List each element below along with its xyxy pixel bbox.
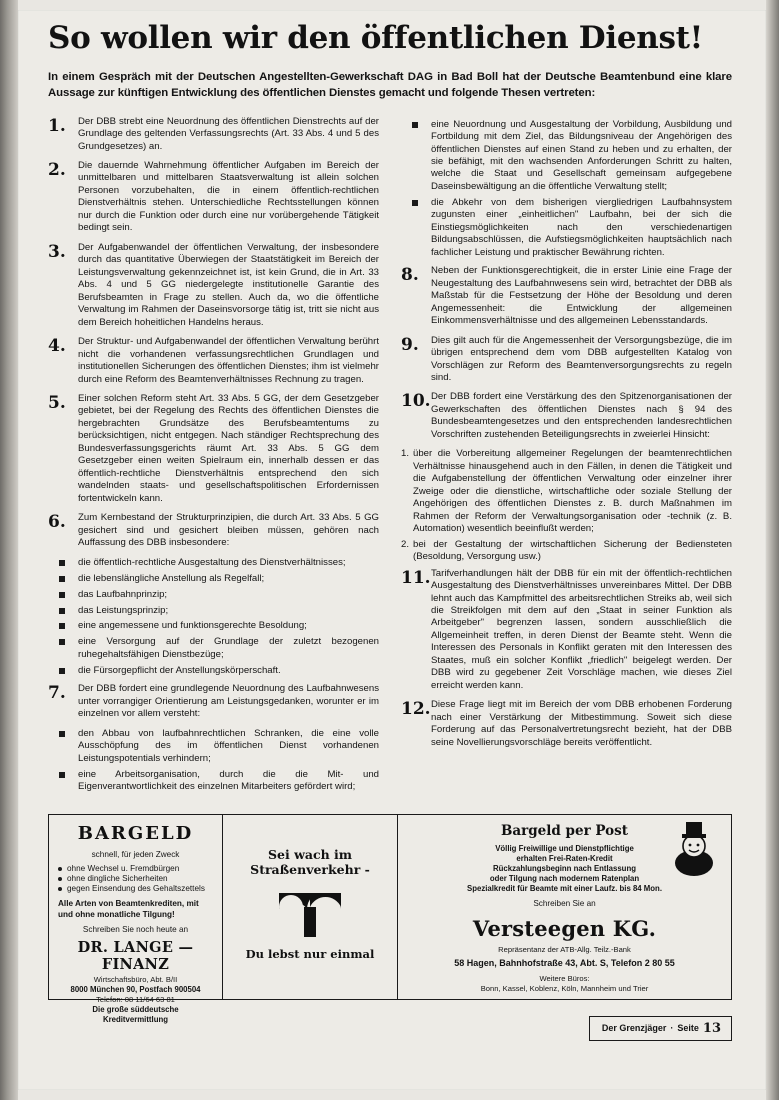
ad-cta-text: Schreiben Sie an: [533, 899, 596, 909]
ad-tagline: Kreditvermittlung: [103, 1015, 168, 1025]
list-item: eine angemessene und funktionsgerechte Besoldung;: [48, 620, 379, 632]
ad-line: Spezialkredit für Beamte mit einer Laufz. bis 84 Mon.: [467, 884, 662, 894]
thesis-7-bullet-list: [48, 728, 379, 794]
ad-offices-label: Weitere Büros:: [539, 973, 590, 983]
ad-line: erhalten Frei-Raten-Kredit: [516, 853, 613, 863]
publication-name: Der Grenzjäger: [601, 1023, 667, 1034]
thesis-item: [401, 391, 732, 441]
ad-title: BARGELD: [77, 822, 194, 844]
thesis-text: Der DBB strebt eine Neuordnung des öffentlichen Dienstrechts auf der Grundlage des geltenden Verfassungsrechts (Art. 33 Abs. 4 und 5 des Grundgesetzes) an.: [78, 115, 379, 152]
thesis-number: 8.: [401, 265, 419, 286]
list-item: das Leistungsprinzip;: [48, 605, 379, 617]
scan-left-edge: [0, 0, 18, 1100]
thesis-number: 6.: [48, 512, 66, 533]
thesis-item: [48, 683, 379, 720]
sublist-number: 2.: [401, 538, 410, 550]
thesis-text: Einer solchen Reform steht Art. 33 Abs. 5 GG, der dem Gesetzgeber gebietet, bei der Regelung des Rechts des öffentlichen Dienstes die hergebrachten Grundsätze des Berufsbeamtentums zu berücksichtigen, nicht entgegen. Nach ständiger Rechtsprechung des Bundesverfassungsgerichts räumt Art. 33 Abs. 5 GG dem Gesetzgeber einen weiten Spielraum ein, innerhalb dessen er das öffentlich-rechtliche Dienstverhältnis entsprechend den sich wandelnden staats- und gesellschaftspolitischen Erfordernissen fortentwickeln kann.: [78, 392, 379, 504]
right-column: [401, 116, 732, 757]
sublist-text: über die Vorbereitung allgemeiner Regelungen der beamtenrechtlichen Verhältnisse hinausgehend auch in den Fällen, in denen die Tätigkeit und die Aufgabenstellung der öffentlichen Verwaltung oder einzelner ihrer Zweige oder die dienstliche, wirtschaftliche oder soziale Stellung der Angehörigen des öffentlichen Dienstes z. B. durch Maßnahmen im Rahmen der Reform der Verwaltungsorganisation oder -technik (z. B. Automation) wesentlich beeinflußt werden;: [413, 448, 732, 535]
thesis-text: Dies gilt auch für die Angemessenheit der Versorgungsbezüge, die im übrigen entsprechend dem vom DBB aufgestellten Katalog von Vorschlägen zur Reform des Beamtenversorgungsrechts zu regeln sind.: [431, 334, 732, 384]
footer-separator: ·: [670, 1023, 674, 1034]
page-title: So wollen wir den öffentlichen Dienst!: [48, 20, 703, 56]
thesis-number: 10.: [401, 391, 431, 412]
list-item: ohne Wechsel u. Fremdbürgen: [58, 864, 213, 874]
list-item: [401, 448, 732, 535]
list-item: ohne dingliche Sicherheiten: [58, 874, 213, 884]
thesis-item: [401, 335, 732, 385]
traffic-symbol-icon: [273, 893, 347, 937]
list-item: die öffentlich-rechtliche Ausgestaltung des Dienstverhältnisses;: [48, 557, 379, 569]
page-number: 13: [702, 1020, 721, 1036]
ad-rep-line: Repräsentanz der ATB-Allg. Teilz.-Bank: [498, 944, 631, 954]
ad-brand-name: Versteegen KG.: [472, 915, 657, 941]
ad-tagline: Die große süddeutsche: [92, 1005, 179, 1015]
scan-right-edge: [766, 0, 779, 1100]
ad-brand-name: DR. LANGE — FINANZ: [77, 938, 194, 973]
thesis-text: Der DBB fordert eine grundlegende Neuordnung des Laufbahnwesens unter vorrangiger Orientierung am Leistungsgedanken, worunter er im einzelnen vor allem versteht:: [78, 683, 379, 720]
ad-phone-line: Telefon: 08 11/64 63 81: [96, 994, 175, 1004]
thesis-number: 9.: [401, 334, 419, 355]
thesis-text: Zum Kernbestand der Strukturprinzipien, die durch Art. 33 Abs. 5 GG gesichert sind und gesichert bleiben müssen, gehören nach Auffassung des DBB insbesondere:: [78, 512, 379, 549]
ad-bargeld-per-post[interactable]: [398, 815, 731, 999]
advertisement-strip: [48, 814, 732, 1025]
ad-line: Völlig Freiwillige und Dienstpflichtige: [495, 843, 634, 853]
thesis-number: 7.: [48, 683, 66, 704]
thesis-number: 12.: [401, 699, 431, 720]
thesis-number: 4.: [48, 336, 66, 357]
thesis-item: [48, 393, 379, 505]
thesis-10-sublist: [401, 448, 732, 563]
thesis-text: Neben der Funktionsgerechtigkeit, die in erster Linie eine Frage der Neugestaltung des Laufbahnwesens sein wird, betrachtet der DBB als Maßstab für die Festsetzung der Höhe der Besoldung und deren Angemessenheit: die Entwicklung der allgemeinen Einkommensverhältnisse und des allgemeinen Lebensstandards.: [431, 265, 732, 327]
thesis-text: Die dauernde Wahrnehmung öffentlicher Aufgaben im Bereich der unmittelbaren und mittelbaren Staatsverwaltung ist allein solchen Personen vorzubehalten, die in einem öffentlich-rechtlichen Dienstverhältnis stehen. Unterschiedliche Rechtsstellungen können nur durch die Funktion oder durch eine nur vorübergehende Tätigkeit bedingt sein.: [78, 160, 379, 234]
list-item: eine Neuordnung und Ausgestaltung der Vorbildung, Ausbildung und Fortbildung mit dem Ziel, das Bildungsniveau der Angehörigen des öffentlichen Dienstes auf einen Stand zu heben und zu erhalten, der sie befähigt, mit den wachsenden Anforderungen Schritt zu halten, welche die Staat und Gesellschaft gemeinsam aufgegebene Daseinsbewältigung an die öffentliche Verwaltung stellt;: [401, 119, 732, 194]
thesis-number: 2.: [48, 160, 66, 181]
thesis-item: [48, 160, 379, 235]
ad-traffic-safety[interactable]: [223, 815, 398, 999]
ad-highlight-text: Alle Arten von Beamtenkrediten, mit und ohne monatliche Tilgung!: [58, 899, 199, 919]
sublist-number: 1.: [401, 448, 410, 460]
ad-line: Rückzahlungsbeginn nach Entlassung: [493, 863, 636, 873]
list-item: gegen Einsendung des Gehaltszettels: [58, 884, 213, 894]
ad-address-line: 58 Hagen, Bahnhofstraße 43, Abt. S, Telefon 2 80 55: [454, 958, 675, 969]
thesis-item: [48, 116, 379, 153]
list-item: [401, 539, 732, 564]
thesis-text: Der DBB fordert eine Verstärkung des den Spitzenorganisationen der Gewerkschaften des öffentlichen Dienstes nach § 94 des Bundesbeamtengesetzes und den entsprechenden landesrechtlichen Vorschriften zustehenden Beteiligungsrechts in zweierlei Hinsicht:: [431, 391, 732, 440]
thesis-text: Der Aufgabenwandel der öffentlichen Verwaltung, der insbesondere durch das quantitative Überwiegen der Staatstätigkeit im Bereich der Leistungsverwaltung gekennzeichnet ist, ist kein Grund, die in Art. 33 Abs. 4 und 5 GG niedergelegte institutionelle Garantie des Berufsbeamten in Frage zu stellen. Auch da, wo die öffentliche Verwaltung im Rahmen der Daseinsvorsorge tätig ist, tritt sie nicht aus dem Bereich hoheitlichen Handelns heraus.: [78, 241, 379, 328]
left-column: [48, 116, 379, 800]
ad-title: Bargeld per Post: [500, 822, 629, 839]
thesis-text: Der Struktur- und Aufgabenwandel der öffentlichen Verwaltung berührt nicht die vorhandenen verfassungsrechtlichen Grundlagen und institutionellen Sicherungen des öffentlichen Dienstes; ihm ist vielmehr durch eine Reform des Beamtenverhältnisses Rechnung zu tragen.: [78, 336, 379, 385]
ad-cta-text: Schreiben Sie noch heute an: [82, 924, 189, 934]
ad-line: oder Tilgung nach modernem Ratenplan: [489, 873, 640, 883]
ad-headline: Sei wach im Straßenverkehr -: [250, 846, 370, 877]
thesis-number: 1.: [48, 115, 66, 136]
thesis-item: [48, 336, 379, 386]
thesis-6-bullet-list: [48, 557, 379, 678]
ad-bargeld[interactable]: [49, 815, 223, 1025]
thesis-item: [48, 242, 379, 329]
two-column-body: [48, 116, 732, 800]
footer-box: [589, 1016, 732, 1041]
list-item: die Fürsorgepflicht der Anstellungskörperschaft.: [48, 665, 379, 677]
thesis-item: [48, 512, 379, 549]
thesis-text: Diese Frage liegt mit im Bereich der vom DBB erhobenen Forderung nach einer Verstärkung der Mitbestimmung. Soweit sich diese Forderung auf das Personalvertretungsrecht bezieht, hat der DBB seine Novellierungsvorschläge bereits veröffentlicht.: [431, 699, 732, 748]
thesis-item: [401, 699, 732, 749]
thesis-number: 5.: [48, 392, 66, 413]
thesis-item: [401, 568, 732, 693]
thesis-number: 3.: [48, 241, 66, 262]
ad-caption: Du lebst nur einmal: [245, 946, 375, 961]
ad-address-line: 8000 München 90, Postfach 900504: [70, 984, 201, 994]
thesis-item: [401, 265, 732, 327]
article-content: [48, 22, 732, 1041]
ad-offices-list: Bonn, Kassel, Koblenz, Köln, Mannheim und Trier: [480, 984, 649, 994]
list-item: eine Versorgung auf der Grundlage der zuletzt bezogenen ruhegehaltsfähigen Dienstbezüge;: [48, 636, 379, 661]
sublist-text: bei der Gestaltung der wirtschaftlichen Sicherung der Bediensteten (Besoldung, Versorgung usw.): [413, 538, 732, 563]
thesis-number: 11.: [401, 567, 431, 588]
list-item: die Abkehr von dem bisherigen viergliedrigen Laufbahnsystem zugunsten einer „einheitlichen" Laufbahn, bei der sich die Einstiegsmöglichkeiten nach den verschiedenartigen Bildungsabschlüssen, die Aufstiegsmöglichkeiten hauptsächlich nach fachlicher Leistung und praktischer Bewährung richten.: [401, 197, 732, 259]
list-item: das Laufbahnprinzip;: [48, 589, 379, 601]
ad-address-line: Wirtschaftsbüro, Abt. B/II: [93, 974, 178, 984]
list-item: eine Arbeitsorganisation, durch die die Mit- und Eigenverantwortlichkeit des einzelnen Mitarbeiters gefördert wird;: [48, 769, 379, 794]
top-hat-man-icon: [665, 819, 723, 877]
ad-subtitle: schnell, für jeden Zweck: [91, 849, 180, 859]
list-item: die lebenslängliche Anstellung als Regelfall;: [48, 573, 379, 585]
list-item: den Abbau von laufbahnrechtlichen Schranken, die eine volle Ausschöpfung des im öffentlichen Dienst vorhandenen Leistungspotentials verhindern;: [48, 728, 379, 765]
continued-bullet-list: [401, 119, 732, 260]
thesis-text: Tarifverhandlungen hält der DBB für ein mit der öffentlich-rechtlichen Ausgestaltung des Dienstverhältnisses unvereinbares Mittel. Der DBB lehnt auch das Kampfmittel des arbeitsrechtlichen Streiks ab, weil sich die Streikfolgen mit dem auf den „Staat in seiner Funktion als Arbeitgeber" begrenzen lassen, sondern ausschließlich die Allgemeinheit treffen, in deren Dienst der Beamte steht. Wenn die Interessen des Personals in Konflikt geraten mit den Interessen des Staates, muß ein solcher Konflikt „friedlich" beigelegt werden. Der DBB wird zu gegebener Zeit Vorschläge machen, wie dieses Ziel erreicht werden kann.: [431, 567, 732, 691]
lead-paragraph: In einem Gespräch mit der Deutschen Angestellten-Gewerkschaft DAG in Bad Boll hat der Deutsche Beamtenbund eine klare Aussage zur künftigen Entwicklung des öffentlichen Dienstes gemacht und folgende Thesen vertreten:: [48, 70, 732, 100]
ad-feature-list: [58, 864, 213, 895]
page-label: Seite: [677, 1023, 699, 1034]
